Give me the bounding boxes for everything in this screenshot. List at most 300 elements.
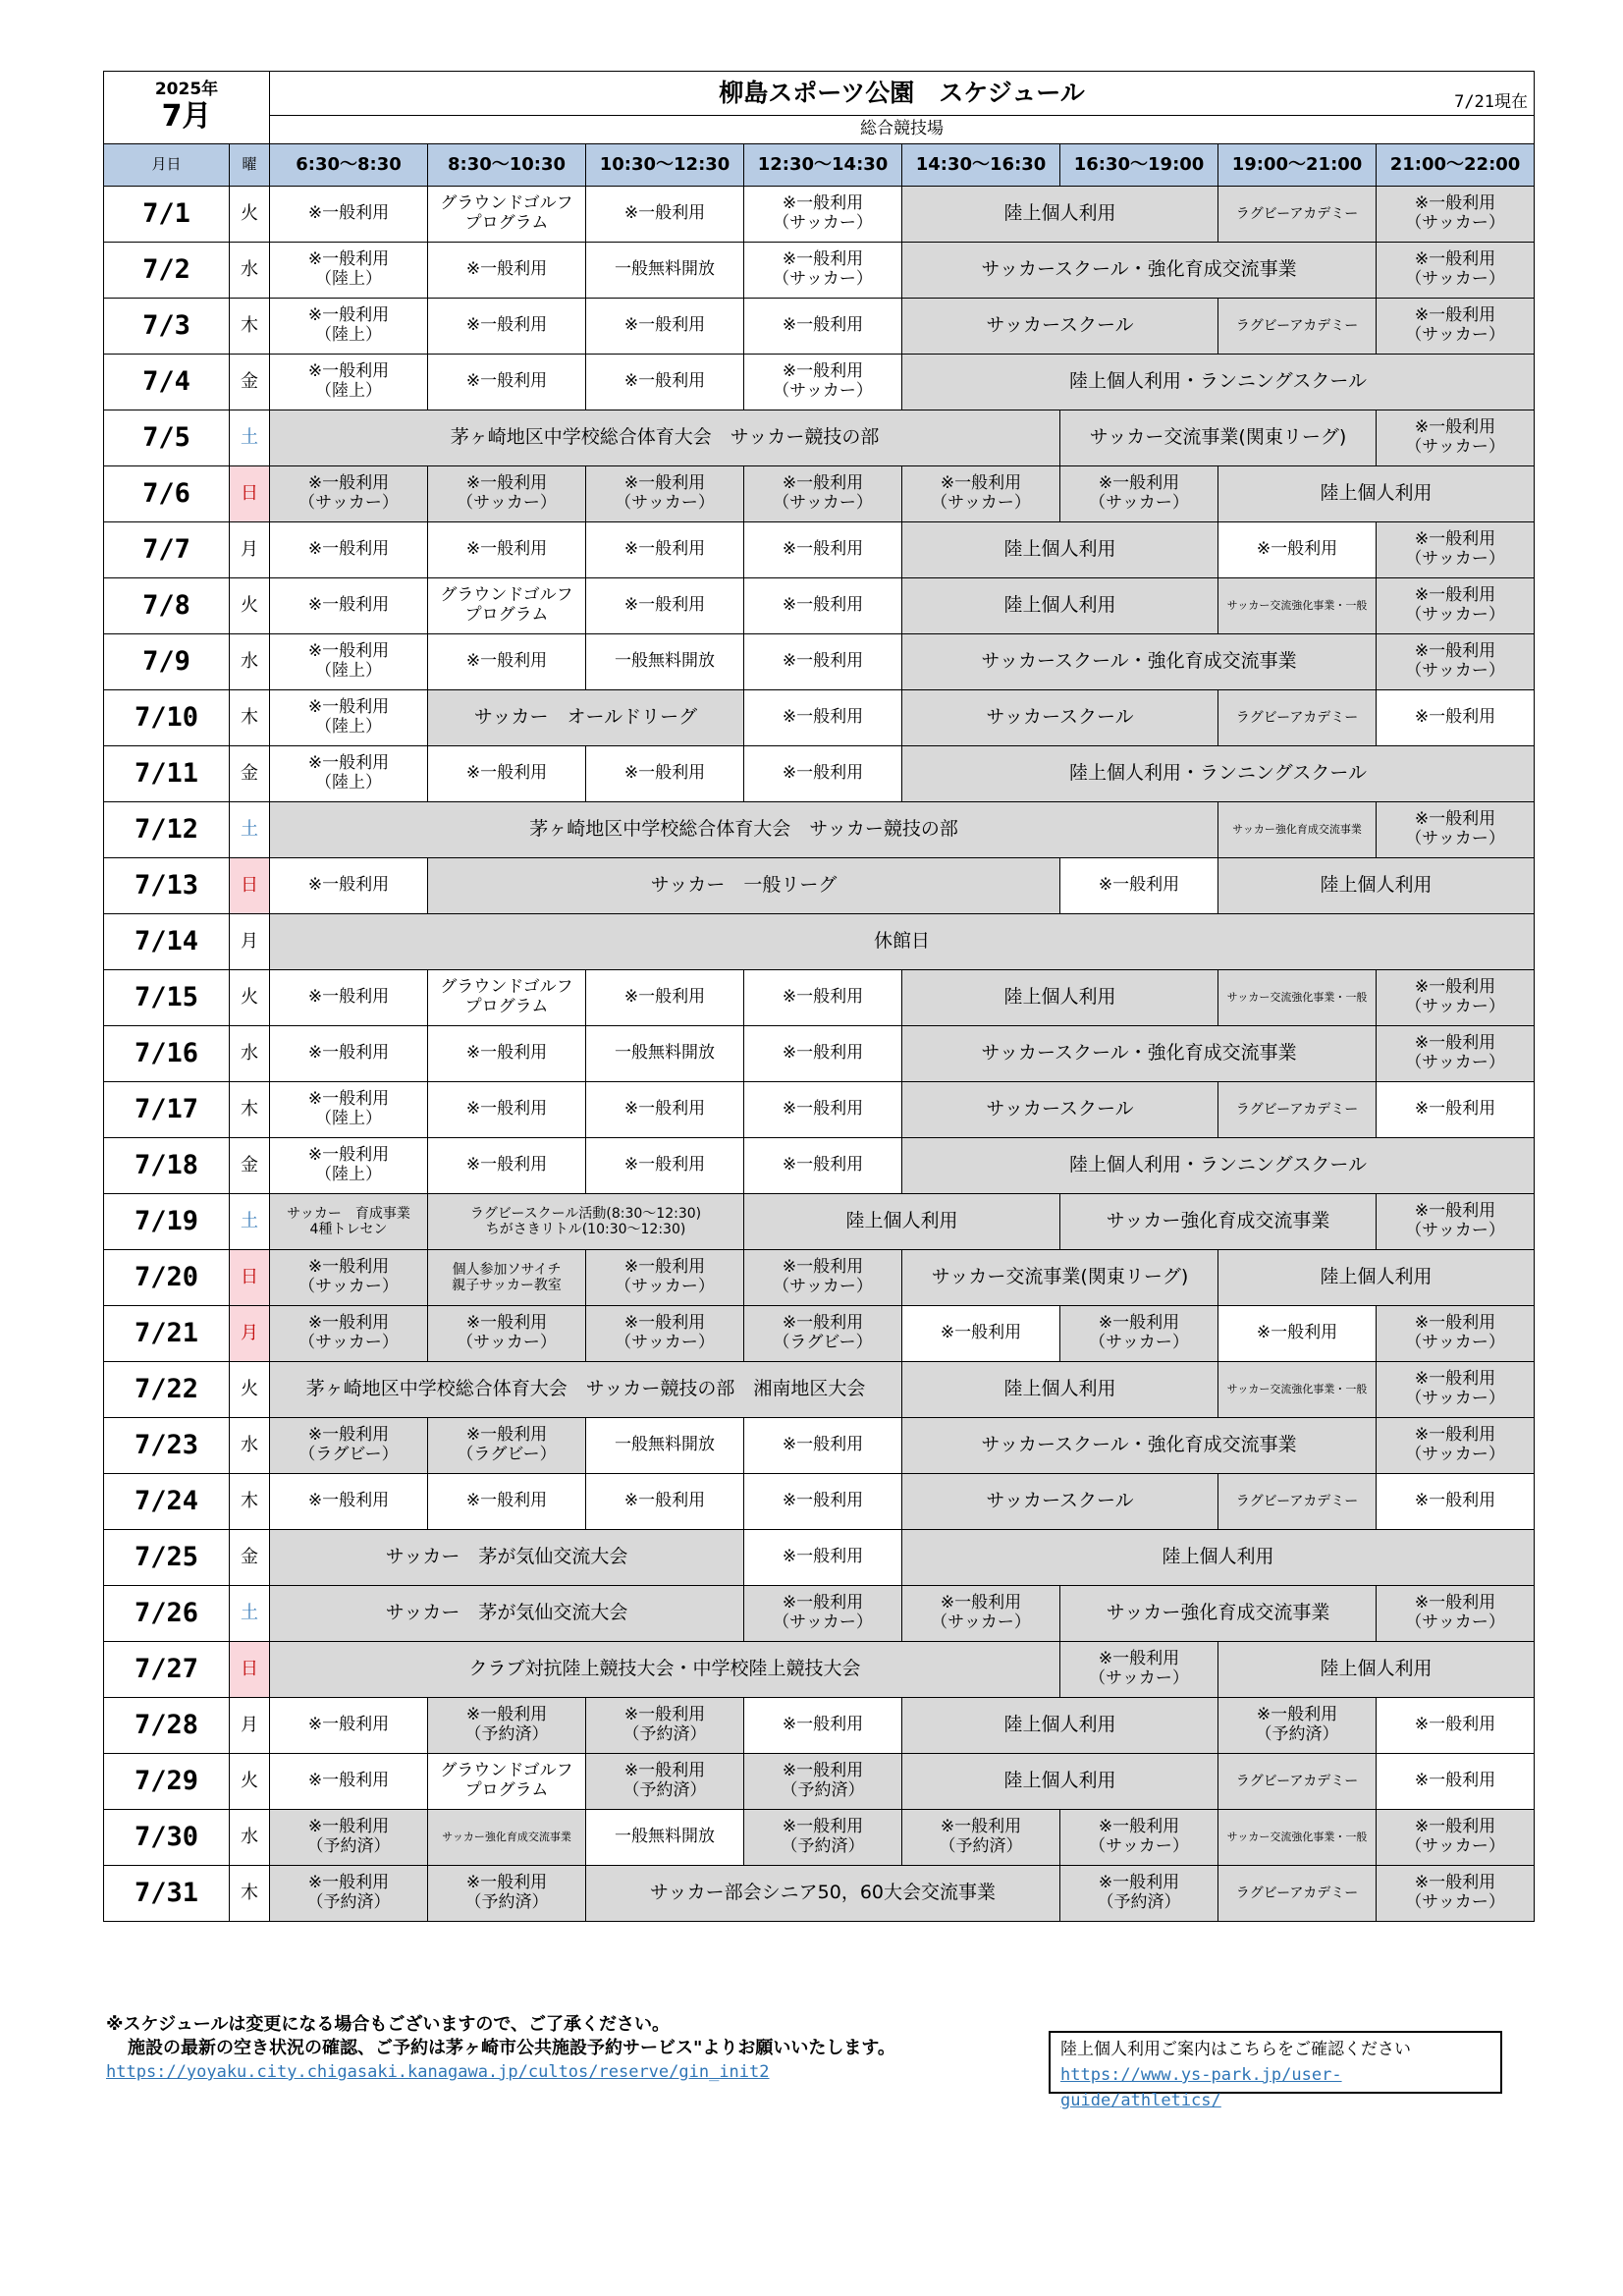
schedule-cell: ※一般利用 — [586, 1082, 744, 1138]
schedule-cell: ※一般利用 — [270, 858, 428, 914]
row-weekday: 土 — [230, 410, 270, 466]
schedule-cell: ラグビーアカデミー — [1218, 1866, 1377, 1922]
row-weekday: 木 — [230, 1474, 270, 1530]
schedule-cell: ※一般利用 — [744, 1474, 902, 1530]
cell-text-line: （サッカー） — [773, 269, 873, 289]
row-date: 7/4 — [104, 355, 230, 410]
schedule-cell: ※一般利用 — [270, 970, 428, 1026]
row-date: 7/9 — [104, 634, 230, 690]
row-weekday: 金 — [230, 355, 270, 410]
athletics-info-text: 陸上個人利用ご案内はこちらをご確認ください — [1060, 2040, 1411, 2059]
schedule-cell: 一般無料開放 — [586, 1026, 744, 1082]
schedule-cell — [1377, 802, 1535, 858]
cell-text-line: ※一般利用 — [1414, 305, 1496, 326]
schedule-cell: ※一般利用 — [428, 299, 586, 355]
row-weekday: 火 — [230, 970, 270, 1026]
row-weekday: 水 — [230, 1810, 270, 1866]
note-change-disclaimer: ※スケジュールは変更になる場合もございますので、ご了承ください。 — [106, 2014, 671, 2035]
schedule-cell: サッカースクール — [902, 299, 1218, 355]
row-date: 7/11 — [104, 746, 230, 802]
cell-text-line: ※一般利用 — [1414, 809, 1496, 830]
schedule-cell — [270, 690, 428, 746]
schedule-cell: ※一般利用 — [744, 690, 902, 746]
schedule-cell — [744, 1250, 902, 1306]
row-date: 7/24 — [104, 1474, 230, 1530]
schedule-cell — [1377, 1810, 1535, 1866]
schedule-cell — [1377, 410, 1535, 466]
row-weekday: 火 — [230, 187, 270, 243]
schedule-cell — [1060, 1866, 1218, 1922]
row-date: 7/8 — [104, 578, 230, 634]
cell-text-line: （陸上） — [315, 773, 383, 793]
row-weekday: 木 — [230, 1866, 270, 1922]
cell-text-line: （サッカー） — [1405, 605, 1505, 625]
note-reservation: 施設の最新の空き状況の確認、ご予約は茅ヶ崎市公共施設予約サービス"よりお願いいたします。 — [128, 2038, 895, 2058]
row-date: 7/29 — [104, 1754, 230, 1810]
schedule-cell: サッカー強化育成交流事業 — [428, 1810, 586, 1866]
cell-text-line: ※一般利用 — [307, 361, 390, 382]
cell-text-line: ※一般利用 — [1414, 1201, 1496, 1222]
schedule-cell — [1377, 578, 1535, 634]
schedule-cell: ラグビーアカデミー — [1218, 299, 1377, 355]
cell-text-line: ※一般利用 — [307, 753, 390, 774]
cell-text-line: グラウンドゴルフ — [440, 193, 573, 214]
cell-text-line: （サッカー） — [298, 493, 399, 513]
schedule-cell — [428, 1866, 586, 1922]
cell-text-line: （ラグビー） — [457, 1445, 557, 1464]
schedule-cell: サッカー交流強化事業・一般 — [1218, 1362, 1377, 1418]
cell-text-line: （サッカー） — [773, 381, 873, 401]
cell-text-line: （サッカー） — [298, 1333, 399, 1352]
schedule-cell: 陸上個人利用 — [902, 1754, 1218, 1810]
cell-text-line: ※一般利用 — [1098, 1313, 1180, 1334]
schedule-cell — [1060, 466, 1218, 522]
cell-text-line: ※一般利用 — [1414, 1817, 1496, 1837]
cell-text-line: ※一般利用 — [465, 1873, 548, 1893]
row-date: 7/3 — [104, 299, 230, 355]
schedule-cell — [744, 355, 902, 410]
row-weekday: 水 — [230, 634, 270, 690]
schedule-row — [104, 1306, 1535, 1362]
row-weekday: 月 — [230, 522, 270, 578]
schedule-cell: ※一般利用 — [428, 1026, 586, 1082]
schedule-row — [104, 243, 1535, 299]
schedule-cell: 陸上個人利用 — [902, 1362, 1218, 1418]
schedule-cell: 茅ヶ崎地区中学校総合体育大会 サッカー競技の部 — [270, 410, 1060, 466]
row-date: 7/5 — [104, 410, 230, 466]
cell-text-line: （サッカー） — [615, 1277, 715, 1296]
schedule-cell: サッカー交流強化事業・一般 — [1218, 1810, 1377, 1866]
schedule-row — [104, 1754, 1535, 1810]
column-header-date: 月日 — [104, 144, 230, 187]
schedule-cell: ※一般利用 — [744, 1082, 902, 1138]
schedule-cell: ラグビーアカデミー — [1218, 1474, 1377, 1530]
column-header-slot: 14:30～16:30 — [902, 144, 1060, 187]
row-weekday: 火 — [230, 1754, 270, 1810]
row-date: 7/27 — [104, 1642, 230, 1698]
schedule-page — [103, 71, 1534, 1922]
cell-text-line: プログラム — [464, 605, 549, 625]
schedule-cell: ※一般利用 — [1377, 1082, 1535, 1138]
schedule-cell: 茅ヶ崎地区中学校総合体育大会 サッカー競技の部 — [270, 802, 1218, 858]
schedule-cell — [744, 187, 902, 243]
cell-text-line: ※一般利用 — [465, 1705, 548, 1725]
cell-text-line: （サッカー） — [1089, 1836, 1189, 1856]
cell-text-line: ※一般利用 — [782, 193, 864, 214]
column-header-slot: 12:30～14:30 — [744, 144, 902, 187]
cell-text-line: グラウンドゴルフ — [440, 1761, 573, 1781]
row-date: 7/30 — [104, 1810, 230, 1866]
schedule-cell — [1377, 1586, 1535, 1642]
row-weekday: 火 — [230, 578, 270, 634]
schedule-cell — [1377, 522, 1535, 578]
schedule-cell: 陸上個人利用 — [902, 522, 1218, 578]
schedule-cell — [428, 187, 586, 243]
schedule-cell: 陸上個人利用・ランニングスクール — [902, 1138, 1535, 1194]
row-date: 7/13 — [104, 858, 230, 914]
schedule-cell: サッカー交流強化事業・一般 — [1218, 970, 1377, 1026]
schedule-cell: ※一般利用 — [270, 1026, 428, 1082]
schedule-row — [104, 1082, 1535, 1138]
schedule-cell — [270, 1810, 428, 1866]
schedule-cell: サッカースクール — [902, 690, 1218, 746]
schedule-cell: サッカー交流事業(関東リーグ) — [1060, 410, 1377, 466]
cell-text-line: 個人参加ソサイチ — [452, 1261, 562, 1278]
schedule-cell: ※一般利用 — [428, 1474, 586, 1530]
row-date: 7/25 — [104, 1530, 230, 1586]
schedule-cell — [586, 1698, 744, 1754]
schedule-cell: ※一般利用 — [744, 1698, 902, 1754]
cell-text-line: （予約済） — [939, 1836, 1023, 1856]
schedule-row — [104, 1362, 1535, 1418]
row-weekday: 日 — [230, 1642, 270, 1698]
schedule-title-cell — [270, 72, 1535, 116]
schedule-row — [104, 690, 1535, 746]
cell-text-line: （サッカー） — [931, 493, 1031, 513]
cell-text-line: ※一般利用 — [1414, 417, 1496, 438]
cell-text-line: ※一般利用 — [1414, 1313, 1496, 1334]
cell-text-line: （サッカー） — [615, 1333, 715, 1352]
schedule-cell: ※一般利用 — [428, 243, 586, 299]
schedule-cell — [1060, 1306, 1218, 1362]
schedule-row — [104, 1530, 1535, 1586]
schedule-cell — [428, 466, 586, 522]
cell-text-line: ※一般利用 — [1098, 473, 1180, 494]
schedule-cell: ラグビーアカデミー — [1218, 690, 1377, 746]
schedule-cell: サッカー強化育成交流事業 — [1218, 802, 1377, 858]
schedule-cell: ラグビーアカデミー — [1218, 1754, 1377, 1810]
schedule-row — [104, 914, 1535, 970]
cell-text-line: （サッカー） — [931, 1613, 1031, 1632]
cell-text-line: ちがさきリトル(10:30～12:30) — [485, 1222, 686, 1237]
cell-text-line: （サッカー） — [1405, 1445, 1505, 1464]
schedule-cell — [902, 1810, 1060, 1866]
cell-text-line: ※一般利用 — [623, 1761, 706, 1781]
schedule-cell: ※一般利用 — [744, 522, 902, 578]
row-date: 7/7 — [104, 522, 230, 578]
row-weekday: 木 — [230, 690, 270, 746]
row-weekday: 日 — [230, 858, 270, 914]
schedule-cell: ※一般利用 — [1060, 858, 1218, 914]
cell-text-line: ※一般利用 — [782, 361, 864, 382]
cell-text-line: （サッカー） — [457, 493, 557, 513]
schedule-cell — [270, 1866, 428, 1922]
cell-text-line: ※一般利用 — [782, 1761, 864, 1781]
schedule-cell: ※一般利用 — [586, 1138, 744, 1194]
cell-text-line: （サッカー） — [1405, 437, 1505, 457]
cell-text-line: （予約済） — [1097, 1892, 1181, 1912]
cell-text-line: 親子サッカー教室 — [452, 1278, 562, 1293]
cell-text-line: ※一般利用 — [307, 1257, 390, 1278]
cell-text-line: ※一般利用 — [940, 1817, 1022, 1837]
column-header-slot: 16:30～19:00 — [1060, 144, 1218, 187]
cell-text-line: ※一般利用 — [307, 1089, 390, 1110]
cell-text-line: ※一般利用 — [782, 1313, 864, 1334]
cell-text-line: （サッカー） — [773, 1613, 873, 1632]
schedule-cell: ラグビーアカデミー — [1218, 1082, 1377, 1138]
schedule-cell: 茅ヶ崎地区中学校総合体育大会 サッカー競技の部 湘南地区大会 — [270, 1362, 902, 1418]
cell-text-line: ※一般利用 — [1414, 529, 1496, 550]
schedule-cell: 休館日 — [270, 914, 1535, 970]
schedule-cell — [428, 970, 586, 1026]
schedule-cell — [1377, 970, 1535, 1026]
schedule-cell — [586, 1306, 744, 1362]
schedule-cell: ※一般利用 — [270, 1754, 428, 1810]
schedule-cell — [270, 746, 428, 802]
cell-text-line: ※一般利用 — [1414, 1593, 1496, 1613]
schedule-row — [104, 522, 1535, 578]
cell-text-line: （サッカー） — [1405, 829, 1505, 848]
venue-label: 総合競技場 — [270, 116, 1535, 144]
schedule-row — [104, 1586, 1535, 1642]
column-header-slot: 19:00～21:00 — [1218, 144, 1377, 187]
schedule-body — [104, 187, 1535, 1922]
row-date: 7/28 — [104, 1698, 230, 1754]
cell-text-line: ※一般利用 — [307, 1145, 390, 1166]
schedule-cell: ※一般利用 — [428, 634, 586, 690]
schedule-cell — [1377, 299, 1535, 355]
row-weekday: 土 — [230, 1586, 270, 1642]
row-date: 7/26 — [104, 1586, 230, 1642]
schedule-cell: ※一般利用 — [270, 522, 428, 578]
schedule-cell — [270, 1306, 428, 1362]
schedule-cell: ※一般利用 — [744, 634, 902, 690]
schedule-cell — [1218, 1698, 1377, 1754]
schedule-cell — [270, 243, 428, 299]
schedule-cell: ※一般利用 — [744, 1530, 902, 1586]
schedule-cell: ※一般利用 — [270, 1698, 428, 1754]
cell-text-line: （サッカー） — [1405, 1613, 1505, 1632]
cell-text-line: プログラム — [464, 1780, 549, 1800]
schedule-cell — [270, 1194, 428, 1250]
schedule-cell: ※一般利用 — [1377, 1698, 1535, 1754]
row-date: 7/16 — [104, 1026, 230, 1082]
schedule-row — [104, 299, 1535, 355]
cell-text-line: ※一般利用 — [1414, 1369, 1496, 1390]
schedule-cell: ※一般利用 — [428, 1138, 586, 1194]
cell-text-line: （陸上） — [315, 1165, 383, 1184]
schedule-cell: サッカースクール・強化育成交流事業 — [902, 1418, 1377, 1474]
schedule-cell — [1377, 1362, 1535, 1418]
row-date: 7/14 — [104, 914, 230, 970]
as-of-date: 7/21現在 — [1454, 92, 1529, 113]
schedule-cell — [586, 1250, 744, 1306]
schedule-cell: 陸上個人利用 — [902, 1698, 1218, 1754]
schedule-cell — [1060, 1810, 1218, 1866]
schedule-row — [104, 1698, 1535, 1754]
schedule-cell: サッカー部会シニア50，60大会交流事業 — [586, 1866, 1060, 1922]
schedule-cell: サッカー交流事業(関東リーグ) — [902, 1250, 1218, 1306]
row-weekday: 火 — [230, 1362, 270, 1418]
footer-notes — [106, 2013, 990, 2084]
cell-text-line: プログラム — [464, 213, 549, 233]
cell-text-line: （サッカー） — [773, 493, 873, 513]
cell-text-line: ※一般利用 — [782, 473, 864, 494]
schedule-cell: サッカースクール・強化育成交流事業 — [902, 1026, 1377, 1082]
row-weekday: 水 — [230, 243, 270, 299]
schedule-cell — [1060, 1642, 1218, 1698]
year-month-cell — [104, 72, 270, 144]
schedule-row — [104, 802, 1535, 858]
schedule-row — [104, 1866, 1535, 1922]
reservation-link[interactable]: https://yoyaku.city.chigasaki.kanagawa.jp/cultos/reserve/gin_init2 — [106, 2062, 770, 2082]
athletics-info-box — [1049, 2031, 1502, 2110]
schedule-row — [104, 1810, 1535, 1866]
row-date: 7/23 — [104, 1418, 230, 1474]
schedule-cell — [744, 243, 902, 299]
row-weekday: 水 — [230, 1026, 270, 1082]
schedule-cell: ※一般利用 — [1377, 1754, 1535, 1810]
row-date: 7/1 — [104, 187, 230, 243]
cell-text-line: ※一般利用 — [782, 1593, 864, 1613]
cell-text-line: ※一般利用 — [1414, 193, 1496, 214]
schedule-cell: ※一般利用 — [586, 746, 744, 802]
cell-text-line: ※一般利用 — [307, 1873, 390, 1893]
schedule-cell — [428, 1418, 586, 1474]
column-header-slot: 6:30～8:30 — [270, 144, 428, 187]
schedule-cell: ※一般利用 — [744, 1026, 902, 1082]
cell-text-line: （予約済） — [1255, 1724, 1339, 1744]
cell-text-line: ※一般利用 — [1098, 1873, 1180, 1893]
cell-text-line: ※一般利用 — [1414, 249, 1496, 270]
schedule-cell: ※一般利用 — [428, 1082, 586, 1138]
athletics-guide-link[interactable]: https://www.ys-park.jp/user-guide/athletics/ — [1060, 2065, 1342, 2110]
cell-text-line: （予約済） — [464, 1724, 549, 1744]
schedule-cell — [1377, 1306, 1535, 1362]
schedule-row — [104, 1138, 1535, 1194]
cell-text-line: （サッカー） — [1405, 213, 1505, 233]
schedule-row — [104, 1642, 1535, 1698]
schedule-cell: ※一般利用 — [744, 1418, 902, 1474]
schedule-row — [104, 1194, 1535, 1250]
row-date: 7/6 — [104, 466, 230, 522]
schedule-cell — [744, 466, 902, 522]
schedule-cell: 一般無料開放 — [586, 1810, 744, 1866]
schedule-cell: ※一般利用 — [428, 746, 586, 802]
schedule-cell — [428, 1306, 586, 1362]
schedule-cell: ※一般利用 — [1377, 690, 1535, 746]
column-header-weekday: 曜 — [230, 144, 270, 187]
cell-text-line: （サッカー） — [1405, 549, 1505, 569]
row-weekday: 水 — [230, 1418, 270, 1474]
row-weekday: 日 — [230, 466, 270, 522]
schedule-row — [104, 1250, 1535, 1306]
cell-text-line: ※一般利用 — [1414, 1873, 1496, 1893]
schedule-row — [104, 1026, 1535, 1082]
schedule-cell — [1377, 243, 1535, 299]
schedule-cell — [270, 1138, 428, 1194]
month-label: 7月 — [161, 99, 212, 135]
schedule-cell — [428, 1698, 586, 1754]
schedule-cell: ラグビーアカデミー — [1218, 187, 1377, 243]
column-header-slot: 8:30～10:30 — [428, 144, 586, 187]
cell-text-line: （予約済） — [464, 1892, 549, 1912]
schedule-cell — [428, 1754, 586, 1810]
cell-text-line: （ラグビー） — [773, 1333, 873, 1352]
cell-text-line: ラグビースクール活動(8:30～12:30) — [469, 1205, 702, 1222]
schedule-cell: サッカー交流強化事業・一般 — [1218, 578, 1377, 634]
cell-text-line: （サッカー） — [1405, 1333, 1505, 1352]
schedule-cell — [270, 355, 428, 410]
schedule-cell: 陸上個人利用 — [902, 970, 1218, 1026]
row-weekday: 土 — [230, 1194, 270, 1250]
row-weekday: 金 — [230, 1530, 270, 1586]
schedule-cell: ※一般利用 — [744, 746, 902, 802]
schedule-row — [104, 746, 1535, 802]
schedule-cell: サッカー 茅が気仙交流大会 — [270, 1530, 744, 1586]
row-weekday: 金 — [230, 746, 270, 802]
schedule-cell — [270, 1418, 428, 1474]
schedule-cell: 陸上個人利用・ランニングスクール — [902, 746, 1535, 802]
row-date: 7/18 — [104, 1138, 230, 1194]
schedule-row — [104, 466, 1535, 522]
schedule-cell: 陸上個人利用 — [1218, 1250, 1535, 1306]
cell-text-line: ※一般利用 — [1414, 1033, 1496, 1054]
cell-text-line: ※一般利用 — [307, 1425, 390, 1446]
cell-text-line: （予約済） — [622, 1780, 707, 1800]
schedule-cell: 陸上個人利用・ランニングスクール — [902, 355, 1535, 410]
cell-text-line: （サッカー） — [773, 1277, 873, 1296]
schedule-cell: 陸上個人利用 — [902, 578, 1218, 634]
column-header-slot: 10:30～12:30 — [586, 144, 744, 187]
page-title: 柳島スポーツ公園 スケジュール — [719, 78, 1085, 107]
cell-text-line: ※一般利用 — [307, 697, 390, 718]
schedule-cell — [270, 299, 428, 355]
schedule-cell: サッカースクール・強化育成交流事業 — [902, 243, 1377, 299]
cell-text-line: （陸上） — [315, 1109, 383, 1128]
cell-text-line: （ラグビー） — [298, 1445, 399, 1464]
schedule-cell — [586, 466, 744, 522]
schedule-cell — [1377, 1418, 1535, 1474]
schedule-cell: ※一般利用 — [586, 970, 744, 1026]
schedule-row — [104, 355, 1535, 410]
cell-text-line: （サッカー） — [457, 1333, 557, 1352]
cell-text-line: （予約済） — [781, 1836, 865, 1856]
schedule-cell: 陸上個人利用 — [744, 1194, 1060, 1250]
schedule-cell: ※一般利用 — [428, 522, 586, 578]
cell-text-line: グラウンドゴルフ — [440, 585, 573, 606]
cell-text-line: （サッカー） — [1405, 661, 1505, 681]
cell-text-line: 4種トレセン — [309, 1222, 388, 1237]
row-weekday: 月 — [230, 1306, 270, 1362]
row-date: 7/10 — [104, 690, 230, 746]
row-date: 7/31 — [104, 1866, 230, 1922]
schedule-cell: ※一般利用 — [1218, 1306, 1377, 1362]
row-date: 7/22 — [104, 1362, 230, 1418]
schedule-row — [104, 410, 1535, 466]
cell-text-line: ※一般利用 — [623, 1313, 706, 1334]
column-header-slot: 21:00～22:00 — [1377, 144, 1535, 187]
